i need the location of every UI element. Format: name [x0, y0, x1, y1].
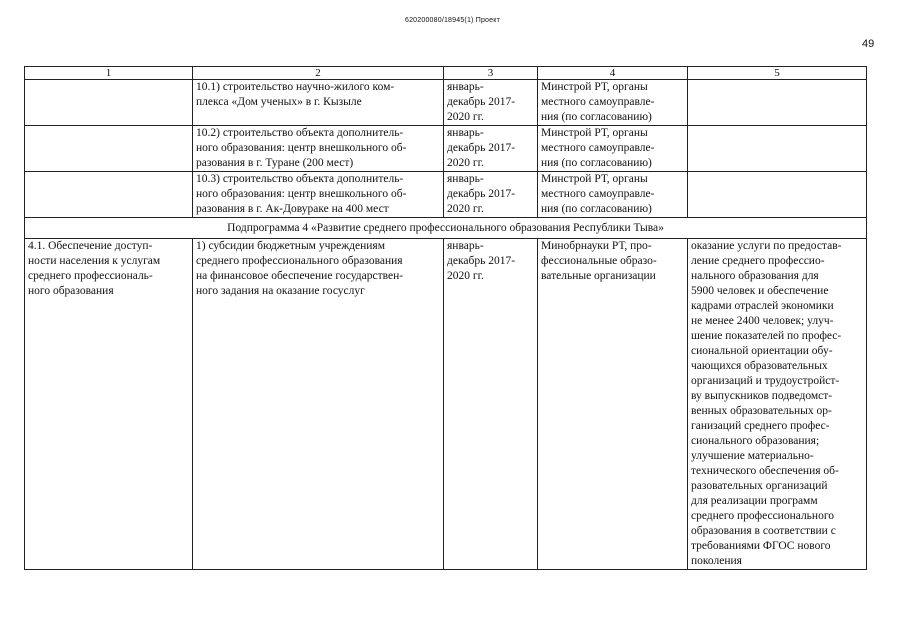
subprogram-title: Подпрограмма 4 «Развитие среднего профессионального образования Республики Тыва» [25, 218, 867, 239]
result-cell [688, 126, 867, 172]
period-cell: январь- декабрь 2017- 2020 гг. [444, 126, 538, 172]
measure-cell: 10.2) строительство объекта дополнитель- ного образования: центр внешкольного об- разования в г. Туране (200 мест) [193, 126, 444, 172]
column-header: 2 [193, 67, 444, 80]
activity-cell [25, 172, 193, 218]
result-cell: оказание услуги по предостав- ление среднего профессио- нального образования для 5900 человек и обеспечение кадрами отраслей экономики не менее 2400 человек; улуч- шение показателей по профес- сиональной ориентации обу- чающихся образовательных организаций и трудоустройст- ву выпускников подведомст- венных образовательных ор- ганизаций среднего профес- сионального образования; улучшение материально- технического обеспечения об- разовательных организаций для реализации программ среднего профессионального образования в соответствии с требованиями ФГОС нового поколения [688, 239, 867, 570]
responsible-cell: Минстрой РТ, органы местного самоуправле- ния (по согласованию) [538, 126, 688, 172]
program-table [24, 66, 867, 570]
period-cell: январь- декабрь 2017- 2020 гг. [444, 80, 538, 126]
table-row [25, 80, 867, 126]
activity-cell [25, 80, 193, 126]
result-cell [688, 172, 867, 218]
period-cell: январь- декабрь 2017- 2020 гг. [444, 172, 538, 218]
result-cell [688, 80, 867, 126]
responsible-cell: Минстрой РТ, органы местного самоуправле- ния (по согласованию) [538, 172, 688, 218]
responsible-cell: Минстрой РТ, органы местного самоуправле- ния (по согласованию) [538, 80, 688, 126]
table-row [25, 239, 867, 570]
responsible-cell: Минобрнауки РТ, про- фессиональные образо- вательные организации [538, 239, 688, 570]
measure-cell: 10.1) строительство научно-жилого ком- плекса «Дом ученых» в г. Кызыле [193, 80, 444, 126]
document-id: 620200080/18945(1) Проект [404, 17, 500, 24]
table-header-row [25, 67, 867, 80]
page-number: 49 [862, 38, 875, 50]
activity-cell: 4.1. Обеспечение доступ- ности населения к услугам среднего профессиональ- ного образования [25, 239, 193, 570]
column-header: 3 [444, 67, 538, 80]
column-header: 5 [688, 67, 867, 80]
activity-cell [25, 126, 193, 172]
table-row [25, 126, 867, 172]
table-row [25, 172, 867, 218]
subprogram-row [25, 218, 867, 239]
column-header: 1 [25, 67, 193, 80]
measure-cell: 1) субсидии бюджетным учреждениям среднего профессионального образования на финансовое обеспечение государствен- ного задания на оказание госуслуг [193, 239, 444, 570]
period-cell: январь- декабрь 2017- 2020 гг. [444, 239, 538, 570]
column-header: 4 [538, 67, 688, 80]
measure-cell: 10.3) строительство объекта дополнитель- ного образования: центр внешкольного об- разования в г. Ак-Довураке на 400 мест [193, 172, 444, 218]
